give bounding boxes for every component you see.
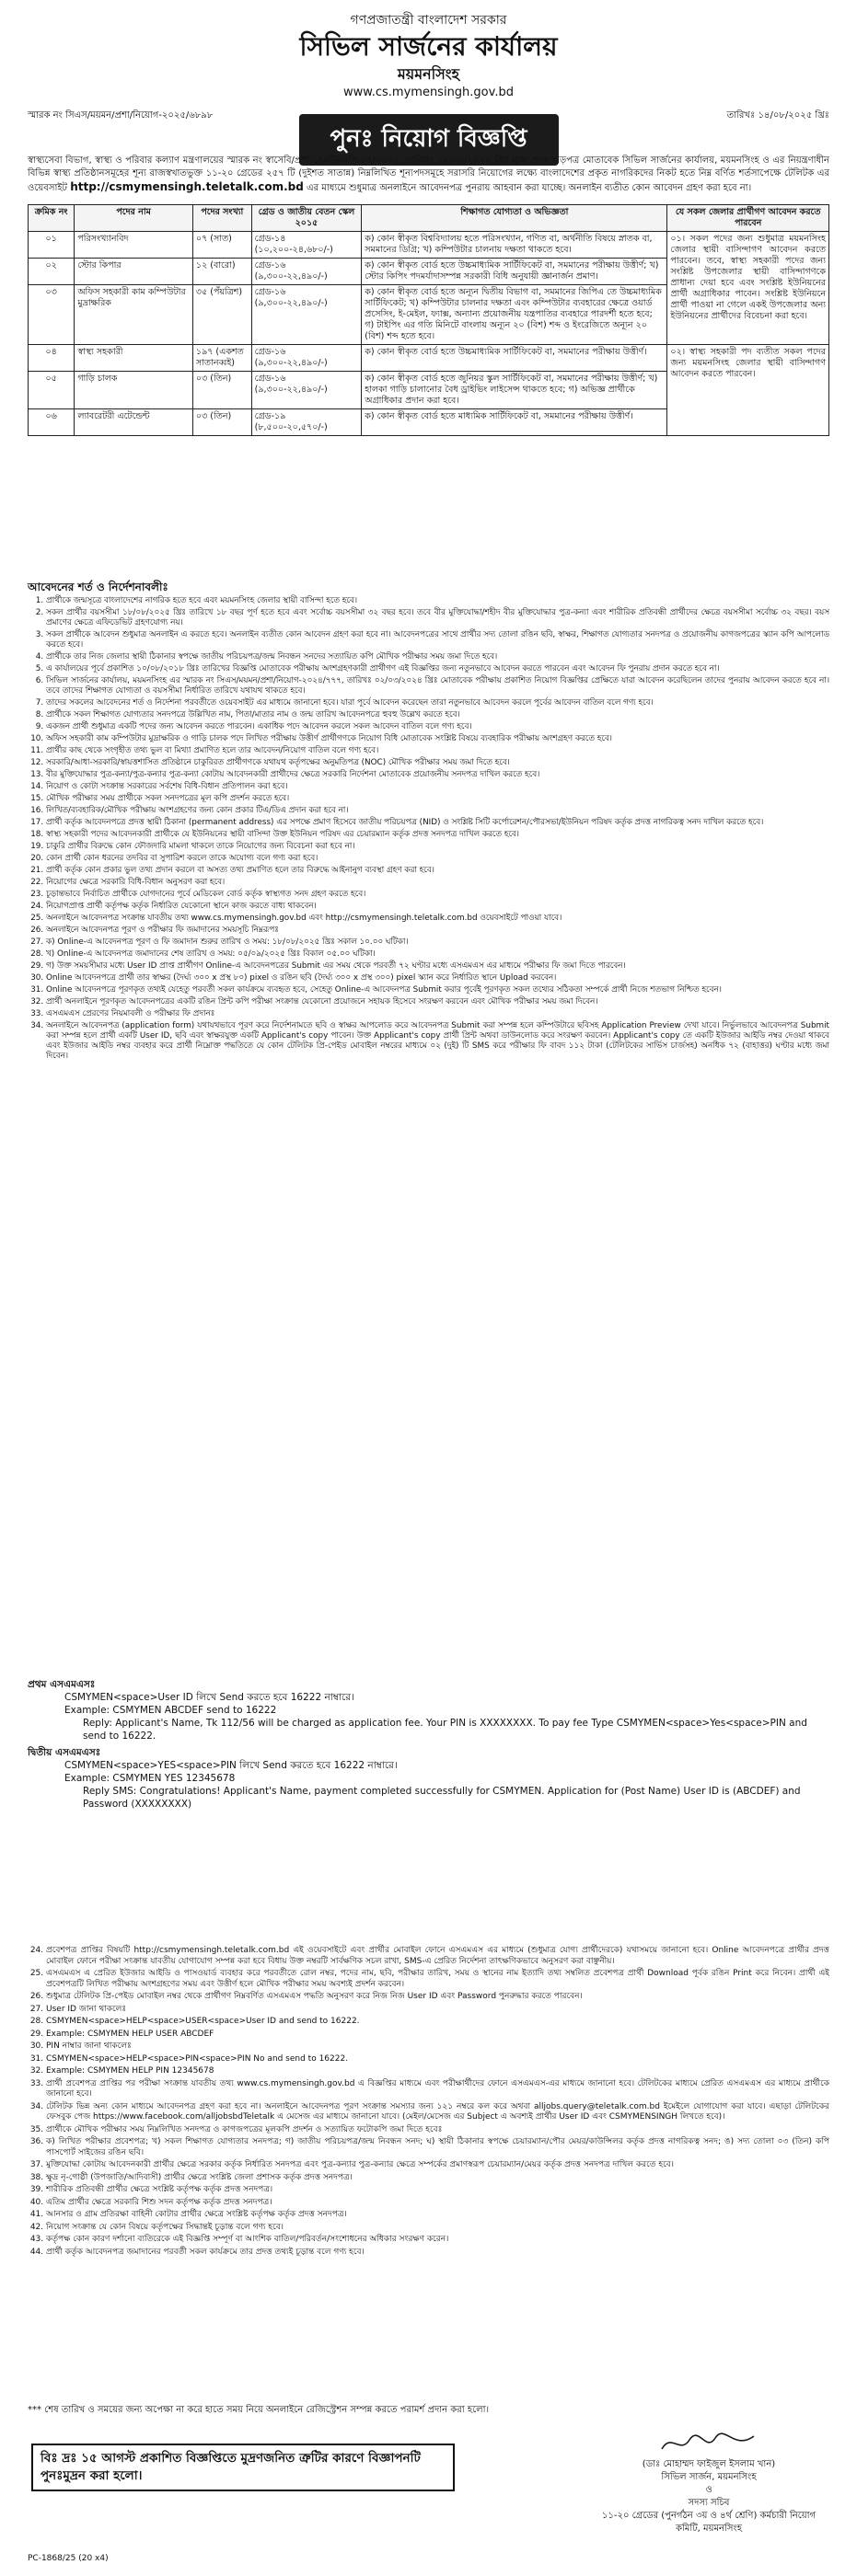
instruction-item: 26. শুধুমাত্র টেলিটক প্রি-পেইড মোবাইল নম্বর থেকে প্রার্থীগণ নিম্নবর্ণিত এসএমএস পদ্ধতি অনুসরণ করে নিজ নিজ User ID এবং Password পুনরুদ্ধার করতে পারবেন। (46, 1992, 829, 2003)
cell-serial: ০২ (29, 259, 75, 285)
cell-count: ০৩ (তিন) (192, 372, 251, 409)
condition-item: 34. অনলাইনে আবেদনপত্র (application form) যথাযথভাবে পূরণ করে নির্দেশনামতে ছবি ও স্বাক্ষর আপলোড করে আবেদনপত্র Submit করা সম্পন্ন হলে কম্পিউটারে ছবিসহ Application Preview দেখা যাবে। নির্ভুলভাবে আবেদনপত্র Submit করা সম্পন্ন হলে প্রার্থী একটি User ID, ছবি এবং স্বাক্ষরযুক্ত একটি Applicant's copy পাবেন। উক্ত Applicant's copy প্রার্থী প্রিন্ট অথবা ডাউনলোড করে সংরক্ষণ করবেন। Applicant's copy তে একটি ইউজার আইডি নম্বর দেওয়া থাকবে এবং ইউজার আইডি নম্বর ব্যবহার করে প্রার্থী নিম্নোক্ত পদ্ধতিতে যে কোন টেলিটক প্রি-পেইড মোবাইল নম্বরের মাধ্যমে ০২ (দুই) টি SMS করে পরীক্ষার ফি বাবদ ১১২ টাকা (টেলিটকের সার্ভিস চার্জসহ) অনধিক ৭২ (বাহাত্তর) ঘণ্টার মধ্যে জমা দিবেন। (46, 1021, 829, 1062)
instruction-item: 41. আনসার ও গ্রাম প্রতিরক্ষা বাহিনী কোটার প্রার্থীর ক্ষেত্রে সংশ্লিষ্ট কর্তৃপক্ষ কর্তৃক প্রদত্ত সনদপত্র। (46, 2210, 829, 2221)
condition-item: 14. নিয়োগ ও কোটা সংক্রান্ত সরকারের সর্বশেষ বিধি-বিধান প্রতিপালন করা হবে। (46, 782, 829, 792)
cell-serial: ০১ (29, 232, 75, 259)
conditions-list (28, 596, 829, 1064)
instruction-item: 36. ক) লিখিত পরীক্ষার প্রবেশপত্র; খ) সকল শিক্ষাগত যোগ্যতার সনদপত্র; গ) জাতীয় পরিচয়পত্র/জন্ম নিবন্ধন সনদ; ঘ) স্থায়ী ঠিকানার স্বপক্ষে চেয়ারম্যান/পৌর মেয়র/কাউন্সিলর কর্তৃক প্রদত্ত নাগরিকত্ব সনদ; ঙ) সদ্য তোলা ০৩ (তিন) কপি পাসপোর্ট সাইজের রঙিন ছবি। (46, 2137, 829, 2158)
col-header-qualification: শিক্ষাগত যোগ্যতা ও অভিজ্ঞতা (362, 205, 667, 232)
condition-item: 19. চাকুরি প্রার্থীর বিরুদ্ধে কোন ফৌজদারি মামলা থাকলে তাকে নিয়োগের জন্য বিবেচনা করা হবে না। (46, 842, 829, 852)
condition-item: 11. প্রার্থীর কাছ থেকে সংগৃহীত তথ্য ভুল বা মিথ্যা প্রমাণিত হলে তার আবেদন/নিয়োগ বাতিল বলে গণ্য হবে। (46, 746, 829, 756)
instruction-item: 39. শারীরিক প্রতিবন্ধী প্রার্থীর ক্ষেত্রে সংশ্লিষ্ট কর্তৃপক্ষ কর্তৃক প্রদত্ত সনদপত্র। (46, 2185, 829, 2196)
additional-instructions (28, 1946, 829, 2260)
table-row (29, 345, 829, 372)
condition-item: 21. প্রার্থী কর্তৃক কোন প্রকার ভুল তথ্য প্রদান করলে বা অসত্য তথ্য প্রমাণিত হলে তার বিরুদ্ধে আইনানুগ ব্যবস্থা গ্রহণ করা হবে। (46, 866, 829, 876)
instruction-item: 24. প্রবেশপত্র প্রাপ্তির বিষয়টি http://csmymensingh.teletalk.com.bd এই ওয়েবসাইটে এবং প্রার্থীর মোবাইল ফোনে এসএমএস এর মাধ্যমে (শুধুমাত্র যোগ্য প্রার্থীদেরকে) যথাসময়ে জানানো হবে। Online আবেদনপত্রে প্রার্থীর প্রদত্ত মোবাইল ফোনে পরীক্ষা সংক্রান্ত যাবতীয় যোগাযোগ সম্পন্ন করা হবে বিধায় উক্ত নম্বরটি সার্বক্ষণিক সচল রাখা, SMS-এ প্রেরিত নির্দেশনা তাৎক্ষণিকভাবে অনুসরণ করা বাঞ্ছনীয়। (46, 1946, 829, 1967)
col-header-post: পদের নাম (75, 205, 193, 232)
instruction-item: 43. কর্তৃপক্ষ কোন কারণ দর্শানো ব্যতিরেকে এই বিজ্ঞপ্তি সম্পূর্ণ বা আংশিক বাতিল/পরিবর্তন/সংশোধনের অধিকার সংরক্ষণ করেন। (46, 2235, 829, 2246)
condition-item: 27. ক) Online-এ আবেদনপত্র পূরণ ও ফি জমাদান শুরুর তারিখ ও সময়: ১৮/০৮/২০২৫ খ্রিঃ সকাল ১০.০০ ঘটিকা। (46, 937, 829, 948)
sms-instructions (28, 1674, 829, 1811)
condition-item: 31. Online আবেদনপত্রে পূরণকৃত তথ্যই যেহেতু পরবর্তী সকল কার্যক্রমে ব্যবহৃত হবে, সেহেতু Online-এ আবেদনপত্র Submit করার পূর্বেই পূরণকৃত সকল তথ্যের সঠিকতা সম্পর্কে প্রার্থী নিজে শতভাগ নিশ্চিত হবেন। (46, 985, 829, 995)
cell-post: অফিস সহকারী কাম কম্পিউটার মুদ্রাক্ষরিক (75, 285, 193, 345)
cell-districts-b: ০২। স্বাস্থ্য সহকারী পদ ব্যতীত সকল পদের জন্য ময়মনসিংহ জেলার স্থায়ী বাসিন্দাগণ আবেদন করতে পারবেন। (667, 345, 829, 436)
first-sms-label: প্রথম এসএমএসঃ (28, 1679, 96, 1690)
first-sms-example: Example: CSMYMEN ABCDEF send to 16222 (64, 1705, 277, 1716)
cell-post: গাড়ি চালক (75, 372, 193, 409)
cell-grade: গ্রেড-১৯ (৮,৫০০-২০,৫৭০/-) (251, 409, 362, 436)
reprint-notice-box: বিঃ দ্রঃ ১৫ আগস্ট প্রকাশিত বিজ্ঞপ্তিতে মুদ্রণজনিত ত্রুটির কারণে বিজ্ঞাপনটি পুনঃমুদ্রন করা হলো। (31, 2444, 455, 2491)
cell-grade: গ্রেড-১৪ (১০,২০০-২৪,৬৮০/-) (251, 232, 362, 259)
condition-item: 13. বীর মুক্তিযোদ্ধার পুত্র-কন্যা/পুত্র-কন্যার পুত্র-কন্যা কোটায় আবেদনকারী প্রার্থীদের ক্ষেত্রে সরকারি নির্দেশনা মোতাবেক প্রয়োজনীয় সনদপত্র দাখিল করতে হবে। (46, 770, 829, 780)
cell-qualification: ক) কোন স্বীকৃত বোর্ড হতে জুনিয়র স্কুল সার্টিফিকেট বা, সমমানের পরীক্ষায় উত্তীর্ণ; খ) হালকা গাড়ি চালানোর বৈধ ড্রাইভিং লাইসেন্স থাকতে হবে; গ) অভিজ্ঞ প্রার্থীকে অগ্রাধিকার প্রদান করা হবে। (362, 372, 667, 409)
application-url-link[interactable]: http://csmymensingh.teletalk.com.bd (70, 180, 304, 193)
condition-item: 23. চূড়ান্তভাবে নির্বাচিত প্রার্থীকে যোগদানের পূর্বে মেডিকেল বোর্ড কর্তৃক স্বাস্থ্যগত সনদ গ্রহণ করতে হবে। (46, 890, 829, 900)
instruction-item: 38. ক্ষুদ্র নৃ-গোষ্ঠী (উপজাতি/আদিবাসী) প্রার্থীর ক্ষেত্রে সংশ্লিষ্ট জেলা প্রশাসক কর্তৃক প্রদত্ত সনদপত্র। (46, 2173, 829, 2184)
cell-qualification: ক) কোন স্বীকৃত বোর্ড হতে উচ্চমাধ্যমিক সার্টিফিকেট বা, সমমানের পরীক্ষায় উত্তীর্ণ; খ) স্টোর কিপিং পদমর্যাদাসম্পন্ন সরকারী বিধি অনুযায়ী জ্ঞানার্জন প্রমাণ। (362, 259, 667, 285)
city-name: ময়মনসিংহ (397, 65, 460, 83)
cell-count: ০৩ (তিন) (192, 409, 251, 436)
memo-date: তারিখঃ ১৪/০৮/২০২৫ খ্রিঃ (726, 110, 829, 121)
instruction-item: 29. Example: CSMYMEN HELP USER ABCDEF (46, 2030, 829, 2041)
instruction-item: 30. PIN নাম্বার জানা থাকলেঃ (46, 2041, 829, 2053)
instruction-item: 35. প্রার্থীকে মৌখিক পরীক্ষার সময় নিম্নলিখিত সনদপত্র ও কাগজপত্রের মূলকপি প্রদর্শন ও সত্যায়িত ফটোকপি জমা দিতে হবেঃ (46, 2125, 829, 2136)
cell-post: স্বাস্থ্য সহকারী (75, 345, 193, 372)
instruction-item: 25. এসএমএস এ প্রেরিত ইউজার আইডি ও পাসওয়ার্ড ব্যবহার করে পরবর্তীতে রোল নম্বর, পদের নাম, ছবি, পরীক্ষার তারিখ, সময় ও স্থানের নাম ইত্যাদি তথ্য সম্বলিত প্রবেশপত্র প্রার্থী Download পূর্বক রঙিন Print করে নিবেন। প্রার্থী এই প্রবেশপত্রটি লিখিত পরীক্ষায় অংশগ্রহণের সময় এবং উত্তীর্ণ হলে মৌখিক পরীক্ষার সময় অবশ্যই প্রদর্শন করবেন। (46, 1969, 829, 1990)
cell-districts-a: ০১। সকল পদের জন্য শুধুমাত্র ময়মনসিংহ জেলার স্থায়ী বাসিন্দাগণ আবেদন করতে পারবেন। তবে, স্বাস্থ্য সহকারী পদের জন্য সংশ্লিষ্ট উপজেলার স্থায়ী বাসিন্দাগণকে প্রাধান্য দেয়া হবে এবং সংশ্লিষ্ট ইউনিয়নের প্রার্থী অগ্রাধিকার পাবেন। সংশ্লিষ্ট ইউনিয়নে প্রার্থী পাওয়া না গেলে একই উপজেলার অন্য ইউনিয়নের প্রার্থীদের বিবেচনা করা হবে। (667, 232, 829, 345)
second-sms-reply: Reply SMS: Congratulations! Applicant's Name, payment completed successfully for CSMYMEN. Application for (Post Name) User ID is (ABCDEF) and Password (XXXXXXXX) (83, 1786, 801, 1810)
government-name: গণপ্রজাতন্ত্রী বাংলাদেশ সরকার (350, 13, 507, 28)
cell-serial: ০৪ (29, 345, 75, 372)
condition-item: 30. Online আবেদনপত্রে প্রার্থী তার স্বাক্ষর (দৈর্ঘ্য ৩০০ x প্রস্থ ৮০) pixel ও রঙিন ছবি (দৈর্ঘ্য ৩০০ x প্রস্থ ৩০০) pixel স্ক্যান করে নির্ধারিত স্থানে Upload করবেন। (46, 973, 829, 983)
instruction-item: 44. প্রার্থী কর্তৃক আবেদনপত্র জমাদানের পরবর্তী সকল কার্যক্রমে তার প্রদত্ত তথ্যই চূড়ান্ত বলে গণ্য হবে। (46, 2248, 829, 2259)
posts-table (28, 204, 829, 436)
cell-serial: ০৫ (29, 372, 75, 409)
header (0, 11, 857, 101)
second-sms-code: CSMYMEN<space>YES<space>PIN লিখে Send করতে হবে 16222 নাম্বারে। (64, 1760, 398, 1771)
condition-item: 33. এসএমএস প্রেরণের নিয়মাবলী ও পরীক্ষার ফি প্রদানঃ (46, 1009, 829, 1019)
instruction-item: 34. টেলিটক ভিন্ন অন্য কোন মাধ্যমে আবেদনপত্র গ্রহণ করা হবে না। অনলাইনে আবেদনপত্র পূরণ সংক্রান্ত সমস্যার জন্য ১২১ নম্বরে কল করে অথবা alljobs.query@teletalk.com.bd ইমেইলে যোগাযোগ করা যাবে। এছাড়া টেলিটকের ফেসবুক পেজ https://www.facebook.com/alljobsbdTeletalk এ মেসেজ এর মাধ্যমে জানানো যাবে। (মেইল/মেসেজ এর Subject এ অবশ্যই প্রার্থীর User ID এবং CSMYMENSINGH লিখতে হবে)। (46, 2102, 829, 2123)
signature-block (594, 2427, 824, 2536)
col-header-serial: ক্রমিক নং (29, 205, 75, 232)
condition-item: 5. এ কার্যালয়ের পূর্বে প্রকাশিত ১০/০৮/২০১৮ খ্রিঃ তারিখের বিজ্ঞপ্তি মোতাবেক পরীক্ষায় অংশগ্রহণকারী প্রার্থীগণ এই বিজ্ঞপ্তির জন্য নতুনভাবে আবেদন করতে পারবেন এবং আবেদন ফি পুনরায় প্রদান করতে হবে না। (46, 664, 829, 674)
cell-serial: ০৬ (29, 409, 75, 436)
cell-grade: গ্রেড-১৬ (৯,৩০০-২২,৪৯০/-) (251, 259, 362, 285)
cell-count: ৩৫ (পঁয়ত্রিশ) (192, 285, 251, 345)
cell-count: ১২ (বারো) (192, 259, 251, 285)
circular-title: পুনঃ নিয়োগ বিজ্ঞপ্তি (298, 114, 558, 166)
cell-post: ল্যাবরেটরী এটেন্ডেন্ট (75, 409, 193, 436)
print-code: PC-1868/25 (20 x4) (28, 2554, 109, 2563)
signatory-conj: ও (705, 2485, 712, 2495)
condition-item: 18. স্বাস্থ্য সহকারী পদের আবেদনকারী প্রার্থীকে যে ইউনিয়নের স্থায়ী বাসিন্দা উক্ত ইউনিয়ন পরিষদ এর চেয়ারম্যান কর্তৃক প্রদত্ত সনদপত্র দাখিল করতে হবে। (46, 830, 829, 840)
condition-item: 12. সরকারি/আধা-সরকারি/স্বায়ত্তশাসিত প্রতিষ্ঠানে চাকুরিরত প্রার্থীগণকে যথাযথ কর্তৃপক্ষের অনুমতিপত্র (NOC) মৌখিক পরীক্ষার সময় জমা দিতে হবে। (46, 758, 829, 768)
intro-tail: এর মাধ্যমে শুধুমাত্র অনলাইনে আবেদনপত্র পুনরায় আহবান করা যাচ্ছে। অনলাইন ব্যতীত কোন আবেদন গ্রহণ করা হবে না। (307, 183, 752, 193)
cell-qualification: ক) কোন স্বীকৃত বোর্ড হতে মাধ্যমিক সার্টিফিকেট বা, সমমানের পরীক্ষায় উত্তীর্ণ। (362, 409, 667, 436)
intro-paragraph (28, 155, 829, 195)
condition-item: 32. প্রার্থী অনলাইনে পূরণকৃত আবেদনপত্রের একটি রঙিন প্রিন্ট কপি পরীক্ষা সংক্রান্ত যেকোনো প্রয়োজনে সহায়ক হিসেবে সংরক্ষণ করবেন এবং মৌখিক পরীক্ষার সময় জমা দিবেন। (46, 997, 829, 1007)
condition-item: 29. গ) উক্ত সময়সীমার মধ্যে User ID প্রাপ্ত প্রার্থীগণ Online-এ আবেদনপত্রের Submit এর সময় থেকে পরবর্তী ৭২ ঘণ্টার মধ্যে এসএমএস এর মাধ্যমে পরীক্ষার ফি জমা দিতে পারবেন। (46, 961, 829, 972)
website-link[interactable]: www.cs.mymensingh.gov.bd (343, 86, 514, 99)
intro-text: স্বাস্থ্যসেবা বিভাগ, স্বাস্থ্য ও পরিবার কল্যাণ মন্ত্রণালয়ের স্মারক নং স্বাসেবি/প্রশা-১/এডি/এসি-১৭/৩৬০৪, তারিখঃ ১৮/০১/২০২৫ খ্রিঃ মূলে প্রাপ্ত ছাড়পত্র মোতাবেক সিভিল সার্জনের কার্যালয়, ময়মনসিংহ ও এর নিয়ন্ত্রণাধীন বিভিন্ন স্বাস্থ্য প্রতিষ্ঠানসমূহের শূন্য রাজস্বখাতভুক্ত ১১-২০ গ্রেডের ২৫৭ টি (দুইশত সাতান্ন) নিম্নলিখিত শূন্যপদসমূহে সরাসরি নিয়োগের লক্ষ্যে বাংলাদেশের প্রকৃত নাগরিকদের নিকট হতে নিম্ন বর্ণিত শর্তসাপেক্ষে টেলিটক এর ওয়েবসাইট (28, 155, 829, 193)
instruction-item: 40. এতিম প্রার্থীর ক্ষেত্রে সরকারি শিশু সদন কর্তৃপক্ষ কর্তৃক প্রদত্ত সনদপত্র। (46, 2198, 829, 2209)
table-row (29, 232, 829, 259)
cell-grade: গ্রেড-১৬ (৯,৩০০-২২,৪৯০/-) (251, 285, 362, 345)
signatory-committee: ১১-২০ গ্রেডের (পুনর্গঠন ৩য় ও ৪র্থ শ্রেণি) কর্মচারী নিয়োগ কমিটি, ময়মনসিংহ (601, 2511, 816, 2534)
conditions-heading: আবেদনের শর্ত ও নির্দেশনাবলীঃ (28, 581, 168, 593)
condition-item: 16. লিখিত/ব্যবহারিক/মৌখিক পরীক্ষায় অংশগ্রহণের জন্য কোন প্রকার টিএ/ডিএ প্রদান করা হবে না। (46, 806, 829, 816)
condition-item: 24. নিয়োগপ্রাপ্ত প্রার্থী কর্তৃপক্ষ কর্তৃক নির্ধারিত যেকোনো স্থানে কাজ করতে বাধ্য থাকবেন। (46, 902, 829, 912)
instruction-item: 31. CSMYMEN<space>HELP<space>PIN<space>PIN No and send to 16222. (46, 2054, 829, 2065)
col-header-count: পদের সংখ্যা (192, 205, 251, 232)
instruction-item: 37. মুক্তিযোদ্ধা কোটায় আবেদনকারী প্রার্থীর ক্ষেত্রে সরকার কর্তৃক নির্ধারিত সনদপত্র এবং পুত্র-কন্যার পুত্র-কন্যার ক্ষেত্রে সম্পর্কের প্রমাণস্বরূপ চেয়ারম্যান/মেয়র কর্তৃক প্রদত্ত সনদপত্র দাখিল করতে হবে। (46, 2160, 829, 2171)
condition-item: 26. অনলাইনে আবেদনপত্র পূরণ ও পরীক্ষার ফি জমাদানের সময়সূচি নিম্নরূপঃ (46, 926, 829, 936)
condition-item: 10. অফিস সহকারী কাম কম্পিউটার মুদ্রাক্ষরিক ও গাড়ি চালক পদে লিখিত পরীক্ষায় উত্তীর্ণ প্রার্থীগণকে নিয়োগ বিধি মোতাবেক সংশ্লিষ্ট বিষয়ে ব্যবহারিক পরীক্ষায় অংশগ্রহণ করতে হবে। (46, 734, 829, 744)
instruction-item: 32. Example: CSMYMEN HELP PIN 12345678 (46, 2066, 829, 2077)
signatory-title: সিভিল সার্জন, ময়মনসিংহ (661, 2472, 757, 2482)
first-sms-code: CSMYMEN<space>User ID লিখে Send করতে হবে 16222 নাম্বারে। (64, 1692, 354, 1703)
instruction-item: 33. প্রার্থী প্রবেশপত্র প্রাপ্তির পর পরীক্ষা সংক্রান্ত যাবতীয় তথ্য www.cs.mymensingh.gov.bd এ বিজ্ঞপ্তির মাধ্যমে এবং পরীক্ষার্থীদের ফোনে এসএমএস-এর মাধ্যমে জানানো হবে। টেলিটকের মাধ্যমে প্রেরিত এসএমএস এর মাধ্যমে প্রার্থীকে জানানো হবে। (46, 2079, 829, 2100)
cell-serial: ০৩ (29, 285, 75, 345)
cell-qualification: ক) কোন স্বীকৃত বিশ্ববিদ্যালয় হতে পরিসংখ্যান, গণিত বা, অর্থনীতি বিষয়ে স্নাতক বা, সমমানের ডিগ্রি; খ) কম্পিউটার চালনায় দক্ষতা থাকতে হবে। (362, 232, 667, 259)
second-sms-example: Example: CSMYMEN YES 12345678 (64, 1773, 236, 1784)
instruction-item: 27. User ID জানা থাকলেঃ (46, 2005, 829, 2016)
condition-item: 25. অনলাইনে আবেদনপত্র সংক্রান্ত যাবতীয় তথ্য www.cs.mymensingh.gov.bd এবং http://csmymensingh.teletalk.com.bd ওয়েবসাইটে পাওয়া যাবে। (46, 914, 829, 924)
condition-item: 8. প্রার্থীকে সকল শিক্ষাগত যোগ্যতার সনদপত্রে উল্লিখিত নাম, পিতা/মাতার নাম ও জন্ম তারিখ আবেদনপত্রে হুবহু উল্লেখ করতে হবে। (46, 710, 829, 720)
office-name: সিভিল সার্জনের কার্যালয় (299, 31, 558, 62)
cell-post: পরিসংখ্যানবিদ (75, 232, 193, 259)
condition-item: 9. একজন প্রার্থী শুধুমাত্র একটি পদের জন্য আবেদন করতে পারবেন। একাধিক পদে আবেদন করলে সকল আবেদন বাতিল বলে গণ্য হবে। (46, 722, 829, 732)
second-sms-label: দ্বিতীয় এসএমএসঃ (28, 1747, 101, 1758)
col-header-grade: গ্রেড ও জাতীয় বেতন স্কেল ২০১৫ (251, 205, 362, 232)
end-note: *** শেষ তারিখ ও সময়ের জন্য অপেক্ষা না করে হাতে সময় নিয়ে অনলাইনে রেজিস্ট্রেশন সম্পন্ন করতে পরামর্শ প্রদান করা হলো। (28, 2405, 490, 2415)
condition-item: 15. মৌখিক পরীক্ষার সময় প্রার্থীকে সকল সনদপত্রের মূল কপি প্রদর্শন করতে হবে। (46, 794, 829, 804)
memo-number: স্মারক নং সিএস/ময়মন/প্রশা/নিয়োগ-২০২৫/৬৮৯৮ (28, 110, 214, 121)
handwritten-signature (594, 2427, 824, 2458)
condition-item: 3. সকল প্রার্থীকে আবেদন শুধুমাত্র অনলাইন এ করতে হবে। অনলাইন ব্যতীত কোন আবেদন গ্রহণ করা হবে না। আবেদনপত্রের সাথে প্রার্থীর সদ্য তোলা রঙিন ছবি, স্বাক্ষর, শিক্ষাগত যোগ্যতার সনদপত্র ও প্রয়োজনীয় কাগজপত্রের স্ক্যান কপি আপলোড করতে হবে। (46, 630, 829, 650)
condition-item: 20. কোন প্রার্থী কোন ধরনের তদবির বা সুপারিশ করলে তাকে অযোগ্য বলে গণ্য করা হবে। (46, 854, 829, 864)
condition-item: 4. প্রার্থীকে তার নিজ জেলার স্থায়ী ঠিকানার স্বপক্ষে জাতীয় পরিচয়পত্র/জন্ম নিবন্ধন সনদের সত্যায়িত কপি মৌখিক পরীক্ষার সময় জমা দিতে হবে। (46, 652, 829, 662)
cell-post: স্টোর কিপার (75, 259, 193, 285)
condition-item: 2. সকল প্রার্থীর বয়সসীমা ১৮/০৮/২০২৫ খ্রিঃ তারিখে ১৮ বছর পূর্ণ হতে হবে এবং সর্বোচ্চ বয়সসীমা ৩২ বছর হবে। তবে বীর মুক্তিযোদ্ধা/শহীদ বীর মুক্তিযোদ্ধার পুত্র-কন্যা এবং শারীরিক প্রতিবন্ধী প্রার্থীদের ক্ষেত্রে বয়সসীমা সর্বোচ্চ ৩২ বছর। বয়স প্রমাণের ক্ষেত্রে এফিডেভিট গ্রহণযোগ্য নয়। (46, 608, 829, 628)
table-header-row (29, 205, 829, 232)
cell-qualification: ক) কোন স্বীকৃত বোর্ড হতে অন্যূন দ্বিতীয় বিভাগ বা, সমমানের জিপিএ তে উচ্চমাধ্যমিক সার্টিফিকেট; খ) কম্পিউটার চালনার দক্ষতা এবং কম্পিউটার ব্যবহারের ক্ষেত্রে ওয়ার্ড প্রসেসিং, ই-মেইল, ফ্যাক্স, অন্যান্য প্রয়োজনীয় যন্ত্রপাতির ব্যবহারে পারদর্শী হতে হবে; গ) টাইপিং এর গতি মিনিটে বাংলায় অন্যূন ২০ (বিশ) শব্দ ও ইংরেজিতে অন্যূন ২০ (বিশ) শব্দ হতে হবে। (362, 285, 667, 345)
condition-item: 7. তাদের সকলের আবেদনের শর্ত ও নির্দেশনা পরবর্তীতে ওয়েবসাইট এর মাধ্যমে জানানো হবে। যারা পূর্বে আবেদন করেছেন তারা নতুনভাবে আবেদন করলে পূর্বের আবেদন বাতিল বলে গণ্য হবে। (46, 698, 829, 708)
condition-item: 17. প্রার্থী কর্তৃক আবেদনপত্রে প্রদত্ত স্থায়ী ঠিকানা (permanent address) এর সপক্ষে প্রমাণ হিসেবে জাতীয় পরিচয়পত্র (NID) ও সংশ্লিষ্ট সিটি কর্পোরেশন/পৌরসভা/ইউনিয়ন পরিষদ কর্তৃক প্রদত্ত নাগরিকত্ব সনদ দাখিল করতে হবে। (46, 818, 829, 828)
first-sms-reply: Reply: Applicant's Name, Tk 112/56 will be charged as application fee. Your PIN is XXXXXXXX. To pay fee Type CSMYMEN<space>Yes<space>PIN and send to 16222. (83, 1718, 807, 1742)
condition-item: 6. সিভিল সার্জনের কার্যালয়, ময়মনসিংহ এর স্মারক নং সিএস/ময়মন/প্রশা/নিয়োগ-২০২৪/৭৭৭, তারিখঃ ০২/০৩/২০২৪ খ্রিঃ মোতাবেক পরীক্ষায় প্রকাশিত নিয়োগ বিজ্ঞপ্তির প্রেক্ষিতে যারা আবেদন করেছিলেন তাদের পুনরায় আবেদন করতে হবে না। তবে তাদের শিক্ষাগত যোগ্যতা ও বয়সসীমা নির্ধারিত তারিখে যথাযথ থাকতে হবে। (46, 676, 829, 696)
condition-item: 1. প্রার্থীকে জন্মসূত্রে বাংলাদেশের নাগরিক হতে হবে এবং ময়মনসিংহ জেলার স্থায়ী বাসিন্দা হতে হবে। (46, 596, 829, 606)
cell-qualification: ক) কোন স্বীকৃত বোর্ড হতে উচ্চমাধ্যমিক সার্টিফিকেট বা, সমমানের পরীক্ষায় উত্তীর্ণ। (362, 345, 667, 372)
col-header-districts: যে সকল জেলার প্রার্থীগণ আবেদন করতে পারবেন (667, 205, 829, 232)
cell-grade: গ্রেড-১৬ (৯,৩০০-২২,৪৯০/-) (251, 372, 362, 409)
cell-count: ১৯৭ (একশত সাতানব্বই) (192, 345, 251, 372)
instruction-item: 28. CSMYMEN<space>HELP<space>USER<space>User ID and send to 16222. (46, 2017, 829, 2028)
condition-item: 28. খ) Online-এ আবেদনপত্র জমাদানের শেষ তারিখ ও সময়: ০৫/০৯/২০২৫ খ্রিঃ বিকাল ০৫.০০ ঘটিকা। (46, 949, 829, 960)
signatory-role: সদস্য সচিব (688, 2498, 730, 2508)
condition-item: 22. নিয়োগের ক্ষেত্রে সরকারি বিধি-বিধান অনুসরণ করা হবে। (46, 878, 829, 888)
cell-count: ০৭ (সাত) (192, 232, 251, 259)
signatory-name: (ডাঃ মোহাম্মদ ফাইজুল ইসলাম খান) (642, 2459, 776, 2469)
instruction-item: 42. নিয়োগ সংক্রান্ত যে কোন বিষয়ে কর্তৃপক্ষের সিদ্ধান্তই চূড়ান্ত বলে গণ্য হবে। (46, 2223, 829, 2234)
cell-grade: গ্রেড-১৬ (৯,৩০০-২২,৪৯০/-) (251, 345, 362, 372)
